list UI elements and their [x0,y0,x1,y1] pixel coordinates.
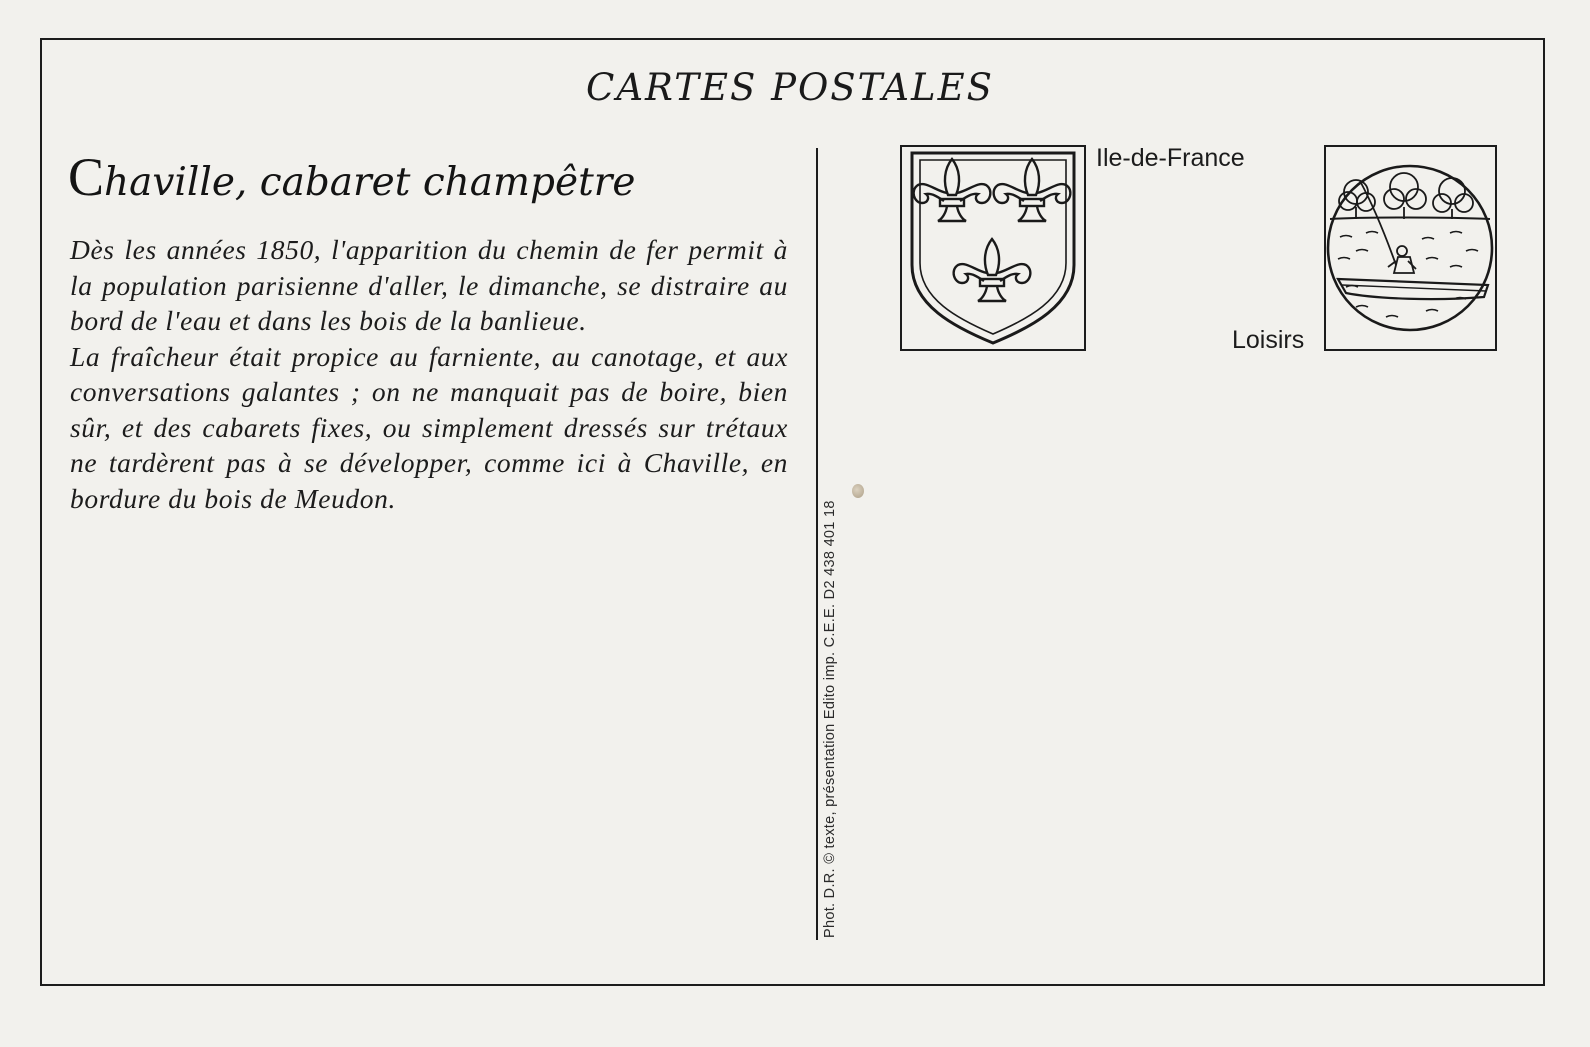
card-header: CARTES POSTALES [586,66,994,109]
description-paragraph-2: La fraîcheur était propice au farniente, au canotage, et aux conversations galantes ; on ne manquait pas de boire, bien sûr, et des cabarets fixes, ou simplement dressés sur trétaux ne tardèrent pas à se développer, comme ici à Chaville, en bordure du bois de Meudon. [70,340,788,514]
description-text [70,232,788,516]
coat-of-arms-box [900,145,1086,351]
title-text: haville, cabaret champêtre [104,160,636,205]
card-title [68,146,788,208]
theme-stamp-box [1324,145,1497,351]
fleur-de-lis-shield-icon [902,147,1084,349]
title-initial: C [68,147,105,207]
center-divider [816,148,818,940]
fishing-boat-icon [1326,147,1495,349]
description-paragraph-1: Dès les années 1850, l'apparition du chemin de fer permit à la population parisienne d'aller, le dimanche, se distraire au bord de l'eau et dans les bois de la banlieue. [70,234,788,336]
paper-spot [852,484,864,498]
print-credits: Phot. D.R. © texte, présentation Edito imp. C.E.E. D2 438 401 18 [822,500,838,938]
region-label: Ile-de-France [1096,144,1245,172]
theme-label: Loisirs [1232,326,1305,354]
